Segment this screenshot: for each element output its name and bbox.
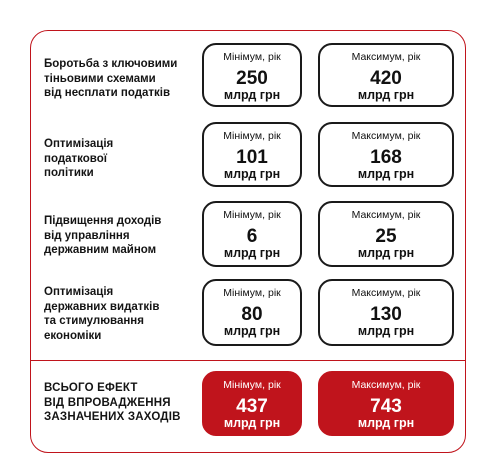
max-card-spending [318, 279, 454, 346]
row-label-line: економіки [44, 329, 102, 342]
row-label-line: Підвищення доходів [44, 215, 162, 227]
max-card-state-property [318, 201, 454, 267]
min-value: 80 [241, 304, 263, 325]
row-label-line: політики [44, 167, 94, 179]
row-label-line: та стимулювання [44, 315, 144, 327]
max-caption: Максимум, рік [351, 379, 421, 391]
max-card-shadow-schemes [318, 43, 454, 107]
max-caption: Максимум, рік [351, 287, 421, 299]
row-label-state-property [44, 214, 204, 258]
max-unit: млрд грн [357, 88, 415, 102]
total-label-line: ВІД ВПРОВАДЖЕННЯ [44, 396, 171, 409]
total-label-line: ЗАЗНАЧЕНИХ ЗАХОДІВ [44, 411, 181, 423]
row-label-line: Оптимізація [44, 286, 114, 298]
row-label-line: державних видатків [44, 300, 160, 313]
min-card-shadow-schemes [202, 43, 302, 107]
min-caption: Мінімум, рік [223, 51, 281, 63]
total-label-line: ВСЬОГО ЕФЕКТ [44, 382, 138, 394]
min-value: 437 [236, 396, 268, 417]
min-value: 101 [236, 147, 268, 168]
min-unit: млрд грн [223, 167, 281, 181]
min-unit: млрд грн [223, 246, 281, 260]
min-card-tax-policy [202, 122, 302, 187]
max-card-total [318, 371, 454, 436]
max-unit: млрд грн [357, 324, 415, 338]
min-card-state-property [202, 201, 302, 267]
row-label-tax-policy [44, 137, 204, 181]
max-value: 130 [370, 304, 402, 325]
max-value: 25 [375, 226, 397, 247]
max-unit: млрд грн [357, 246, 415, 260]
min-caption: Мінімум, рік [223, 209, 281, 221]
min-caption: Мінімум, рік [223, 379, 281, 391]
total-divider [30, 360, 466, 361]
max-caption: Максимум, рік [351, 130, 421, 142]
max-caption: Максимум, рік [351, 51, 421, 63]
row-label-line: Оптимізація [44, 138, 114, 150]
min-value: 6 [246, 226, 258, 247]
row-label-line: тіньовими схемами [44, 72, 156, 85]
min-unit: млрд грн [223, 324, 281, 338]
min-unit: млрд грн [223, 88, 281, 102]
row-label-line: державним майном [44, 244, 157, 256]
max-value: 743 [370, 396, 402, 417]
min-unit: млрд грн [223, 416, 281, 430]
max-unit: млрд грн [357, 416, 415, 430]
row-label-line: від управління [44, 229, 130, 242]
row-label-line: податкової [44, 152, 107, 165]
max-value: 420 [370, 68, 402, 89]
row-label-line: Боротьба з ключовими [44, 58, 178, 70]
max-card-tax-policy [318, 122, 454, 187]
total-label [44, 381, 204, 425]
min-caption: Мінімум, рік [223, 130, 281, 142]
min-card-spending [202, 279, 302, 346]
row-label-line: від несплати податків [44, 87, 171, 99]
row-label-spending [44, 285, 204, 343]
max-value: 168 [370, 147, 402, 168]
min-value: 250 [236, 68, 268, 89]
max-unit: млрд грн [357, 167, 415, 181]
max-caption: Максимум, рік [351, 209, 421, 221]
min-card-total [202, 371, 302, 436]
min-caption: Мінімум, рік [223, 287, 281, 299]
row-label-shadow-schemes [44, 57, 204, 101]
